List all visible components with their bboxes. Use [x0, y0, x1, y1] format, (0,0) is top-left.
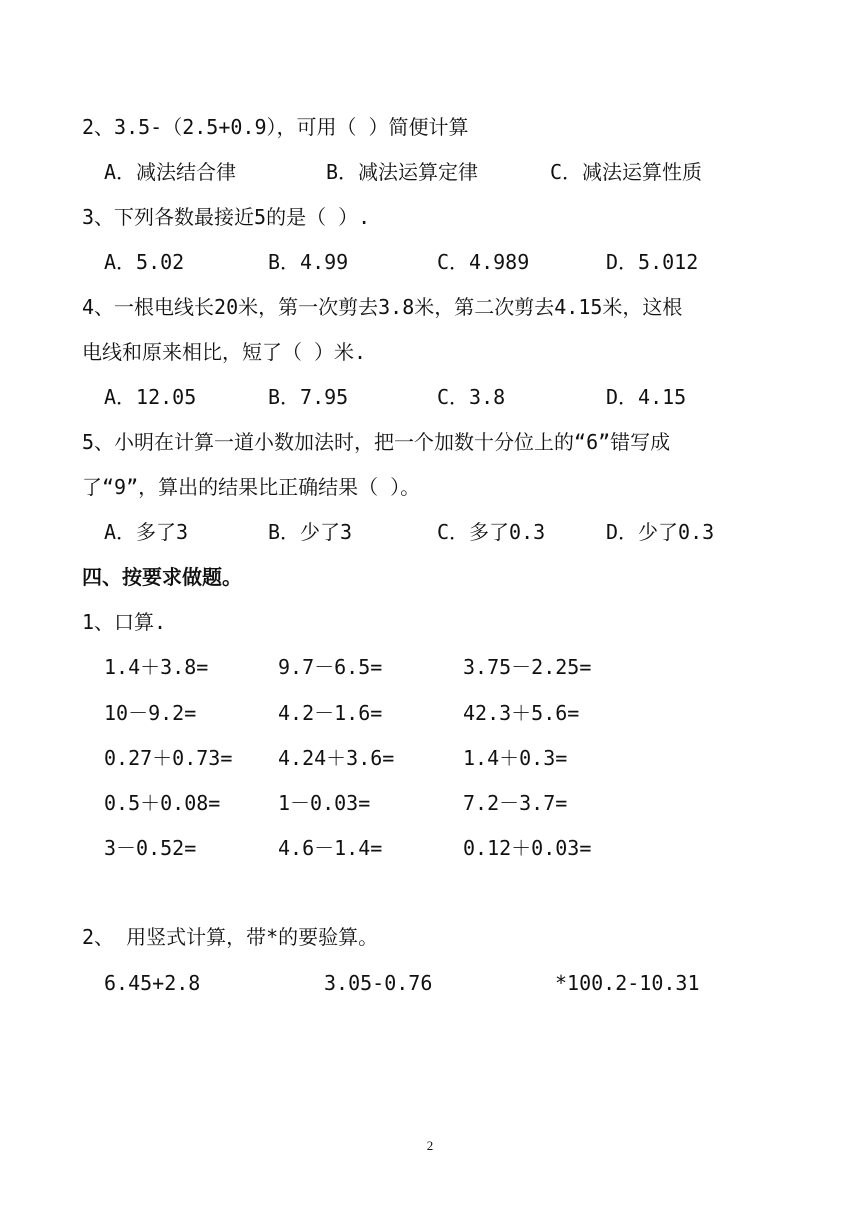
- oral-calc-item: 42.3＋5.6=: [463, 701, 580, 725]
- question-4-stem-line1: 4、一根电线长20米，第一次剪去3.8米，第二次剪去4.15米，这根: [82, 295, 683, 319]
- oral-calc-heading: 1、口算.: [82, 610, 167, 634]
- question-2-option-a: A．减法结合律: [104, 160, 237, 184]
- oral-calc-item: 0.5＋0.08=: [104, 791, 221, 815]
- oral-calc-item: 1.4＋0.3=: [463, 746, 568, 770]
- question-5-stem-line1: 5、小明在计算一道小数加法时，把一个加数十分位上的“6”错写成: [82, 430, 671, 454]
- oral-calc-item: 4.6－1.4=: [278, 836, 383, 860]
- question-5-option-b: B．少了3: [268, 520, 353, 544]
- question-2-option-b: B．减法运算定律: [326, 160, 479, 184]
- question-2-stem: 2、3.5-（2.5+0.9），可用（ ）简便计算: [82, 115, 469, 139]
- question-5-option-c: C．多了0.3: [437, 520, 546, 544]
- oral-calc-item: 0.12＋0.03=: [463, 836, 592, 860]
- question-3-stem: 3、下列各数最接近5的是（ ）.: [82, 205, 371, 229]
- question-4-option-b: B．7.95: [268, 385, 349, 409]
- oral-calc-item: 1－0.03=: [278, 791, 371, 815]
- oral-calc-item: 9.7－6.5=: [278, 655, 383, 679]
- oral-calc-item: 4.24＋3.6=: [278, 746, 395, 770]
- section-4-title: 四、按要求做题。: [82, 565, 242, 589]
- oral-calc-item: 0.27＋0.73=: [104, 746, 233, 770]
- question-5-option-d: D．少了0.3: [606, 520, 715, 544]
- oral-calc-item: 1.4＋3.8=: [104, 655, 209, 679]
- oral-calc-item: 3－0.52=: [104, 836, 197, 860]
- question-4-stem-line2: 电线和原来相比，短了（ ）米.: [82, 340, 367, 364]
- oral-calc-item: 7.2－3.7=: [463, 791, 568, 815]
- question-5-stem-line2: 了“9”，算出的结果比正确结果（ ）。: [82, 475, 421, 499]
- question-5-option-a: A．多了3: [104, 520, 189, 544]
- question-4-option-a: A．12.05: [104, 385, 197, 409]
- vertical-calc-item: *100.2-10.31: [555, 971, 700, 995]
- question-3-option-c: C．4.989: [437, 250, 530, 274]
- oral-calc-item: 10－9.2=: [104, 701, 197, 725]
- question-4-option-d: D．4.15: [606, 385, 687, 409]
- oral-calc-item: 4.2－1.6=: [278, 701, 383, 725]
- question-2-option-c: C．减法运算性质: [550, 160, 703, 184]
- vertical-calc-item: 3.05-0.76: [324, 971, 433, 995]
- question-3-option-d: D．5.012: [606, 250, 699, 274]
- vertical-calc-heading: 2、 用竖式计算，带*的要验算。: [82, 925, 379, 949]
- question-4-option-c: C．3.8: [437, 385, 506, 409]
- vertical-calc-item: 6.45+2.8: [104, 971, 201, 995]
- page-number: 2: [426, 1138, 434, 1153]
- question-3-option-a: A．5.02: [104, 250, 185, 274]
- oral-calc-item: 3.75－2.25=: [463, 655, 592, 679]
- question-3-option-b: B．4.99: [268, 250, 349, 274]
